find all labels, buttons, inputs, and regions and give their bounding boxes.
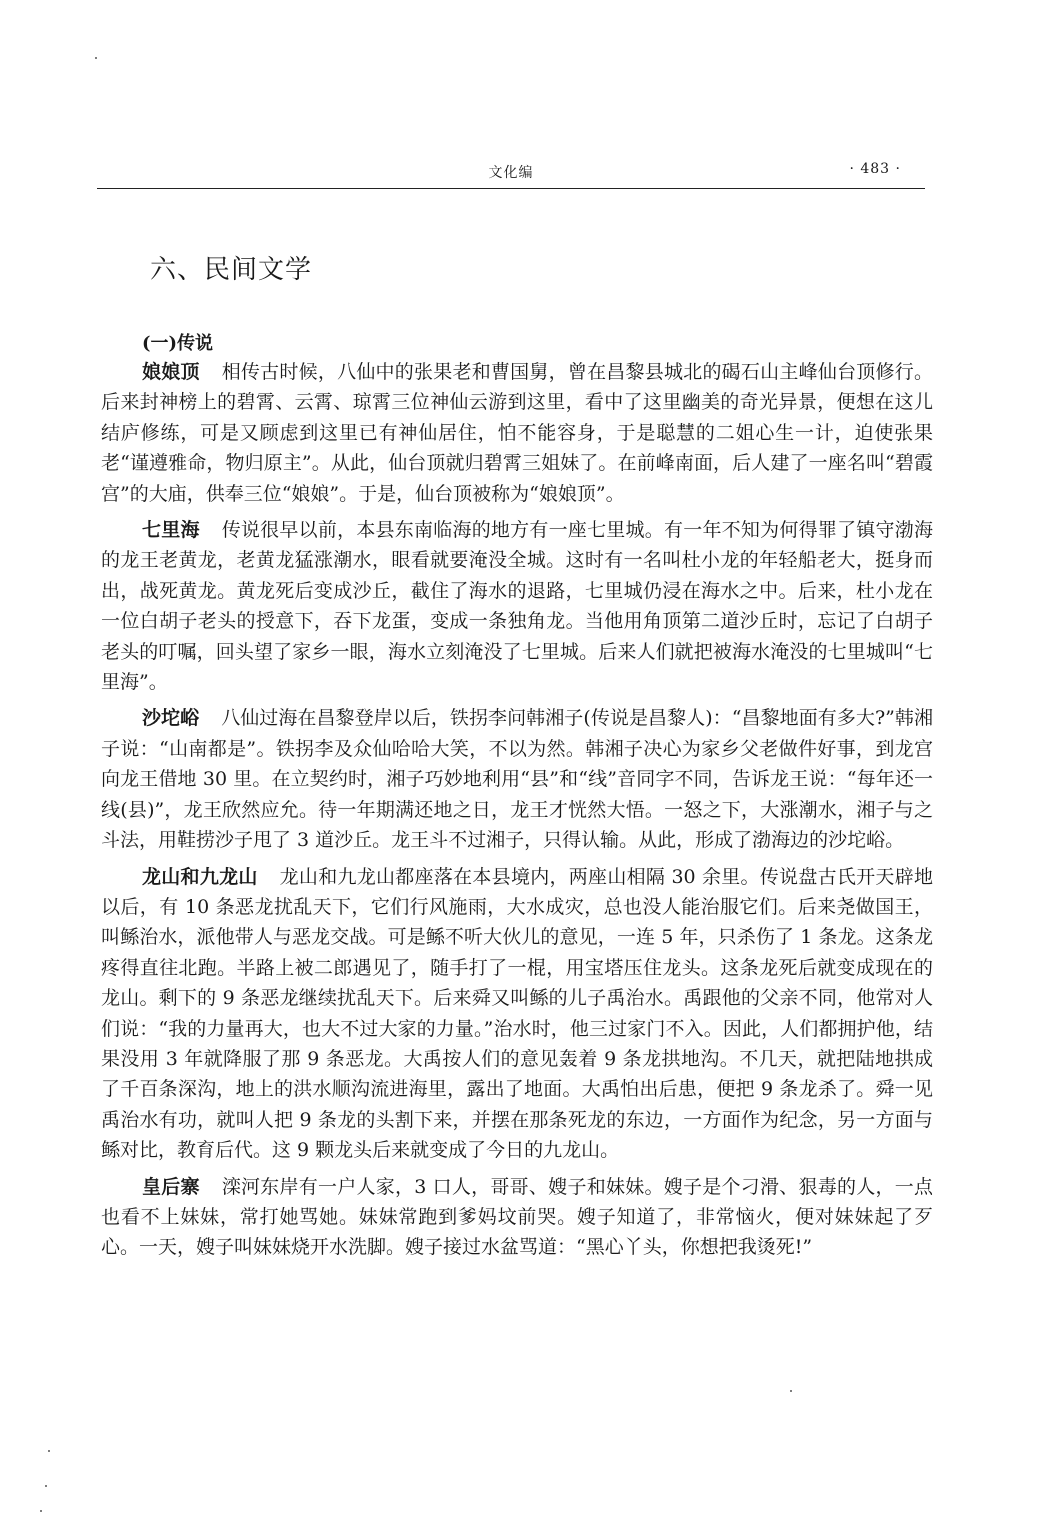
entry-title: 沙坨峪 <box>142 707 200 730</box>
entry-qilihai <box>101 515 933 697</box>
entry-huanghouzhai <box>101 1172 933 1263</box>
scan-speck <box>48 1450 50 1452</box>
entry-title: 皇后寨 <box>142 1175 200 1198</box>
entry-title: 七里海 <box>142 519 200 542</box>
body-text <box>101 357 933 1269</box>
entry-text: 相传古时候，八仙中的张果老和曹国舅，曾在昌黎县城北的碣石山主峰仙台顶修行。后来封神榜上的碧霄、云霄、琼霄三位神仙云游到这里，看中了这里幽美的奇光异景，便想在这儿结庐修练，可是又顾虑到这里已有神仙居住，怕不能容身，于是聪慧的二姐心生一计，迫使张果老“谨遵雅命，物归原主”。从此，仙台顶就归碧霄三姐妹了。在前峰南面，后人建了一座名叫“碧霞宫”的大庙，供奉三位“娘娘”。于是，仙台顶被称为“娘娘顶”。 <box>101 361 933 505</box>
entry-text: 传说很早以前，本县东南临海的地方有一座七里城。有一年不知为何得罪了镇守渤海的龙王老黄龙，老黄龙猛涨潮水，眼看就要淹没全城。这时有一名叫杜小龙的年轻船老大，挺身而出，战死黄龙。黄龙死后变成沙丘，截住了海水的退路，七里城仍浸在海水之中。后来，杜小龙在一位白胡子老头的授意下，吞下龙蛋，变成一条独角龙。当他用角顶第二道沙丘时，忘记了白胡子老头的叮嘱，回头望了家乡一眼，海水立刻淹没了七里城。后来人们就把被海水淹没的七里城叫“七里海”。 <box>101 519 933 694</box>
header-rule <box>97 188 925 189</box>
entry-shatuoyu <box>101 703 933 855</box>
scan-speck <box>40 1510 42 1512</box>
scan-speck <box>790 1390 792 1392</box>
entry-text: 龙山和九龙山都座落在本县境内，两座山相隔 30 余里。传说盘古氏开天辟地以后，有 10 条恶龙扰乱天下，它们行风施雨，大水成灾，总也没人能治服它们。后来尧做国王，叫鲧治水，派他带人与恶龙交战。可是鲧不听大伙儿的意见，一连 5 年，只杀伤了 1 条龙。这条龙疼得直往北跑。半路上被二郎遇见了，随手打了一棍，用宝塔压住龙头。这条龙死后就变成现在的龙山。剩下的 9 条恶龙继续扰乱天下。后来舜又叫鲧的儿子禹治水。禹跟他的父亲不同，他常对人们说：“我的力量再大，也大不过大家的力量。”治水时，他三过家门不入。因此，人们都拥护他，结果没用 3 年就降服了那 9 条恶龙。大禹按人们的意见轰着 9 条龙拱地沟。不几天，就把陆地拱成了千百条深沟，地上的洪水顺沟流进海里，露出了地面。大禹怕出后患，便把 9 条龙杀了。舜一见禹治水有功，就叫人把 9 条龙的头割下来，并摆在那条死龙的东边，一方面作为纪念，另一方面与鲧对比，教育后代。这 9 颗龙头后来就变成了今日的九龙山。 <box>101 865 933 1162</box>
scan-speck <box>95 57 97 59</box>
page-header <box>97 158 925 188</box>
section-title: 六、民间文学 <box>150 255 313 285</box>
scan-speck <box>45 1485 47 1487</box>
entry-longshan-jiulongshan <box>101 862 933 1166</box>
running-header-title: 文化编 <box>488 165 534 181</box>
entry-title: 龙山和九龙山 <box>142 865 258 888</box>
page-number: · 483 · <box>849 161 901 177</box>
entry-title: 娘娘顶 <box>142 361 200 383</box>
entry-niangniangding <box>101 357 933 509</box>
entry-text: 滦河东岸有一户人家，3 口人，哥哥、嫂子和妹妹。嫂子是个刁滑、狠毒的人，一点也看不上妹妹，常打她骂她。妹妹常跑到爹妈坟前哭。嫂子知道了，非常恼火，便对妹妹起了歹心。一天，嫂子叫妹妹烧开水洗脚。嫂子接过水盆骂道：“黑心丫头，你想把我烫死!” <box>101 1175 933 1259</box>
subsection-title: (一)传说 <box>142 333 214 354</box>
entry-text: 八仙过海在昌黎登岸以后，铁拐李问韩湘子(传说是昌黎人)：“昌黎地面有多大?”韩湘子说：“山南都是”。铁拐李及众仙哈哈大笑，不以为然。韩湘子决心为家乡父老做件好事，到龙宫向龙王借地 30 里。在立契约时，湘子巧妙地利用“县”和“线”音同字不同，告诉龙王说：“每年还一线(县)”，龙王欣然应允。待一年期满还地之日，龙王才恍然大悟。一怒之下，大涨潮水，湘子与之斗法，用鞋捞沙子甩了 3 道沙丘。龙王斗不过湘子，只得认输。从此，形成了渤海边的沙坨峪。 <box>101 707 933 852</box>
